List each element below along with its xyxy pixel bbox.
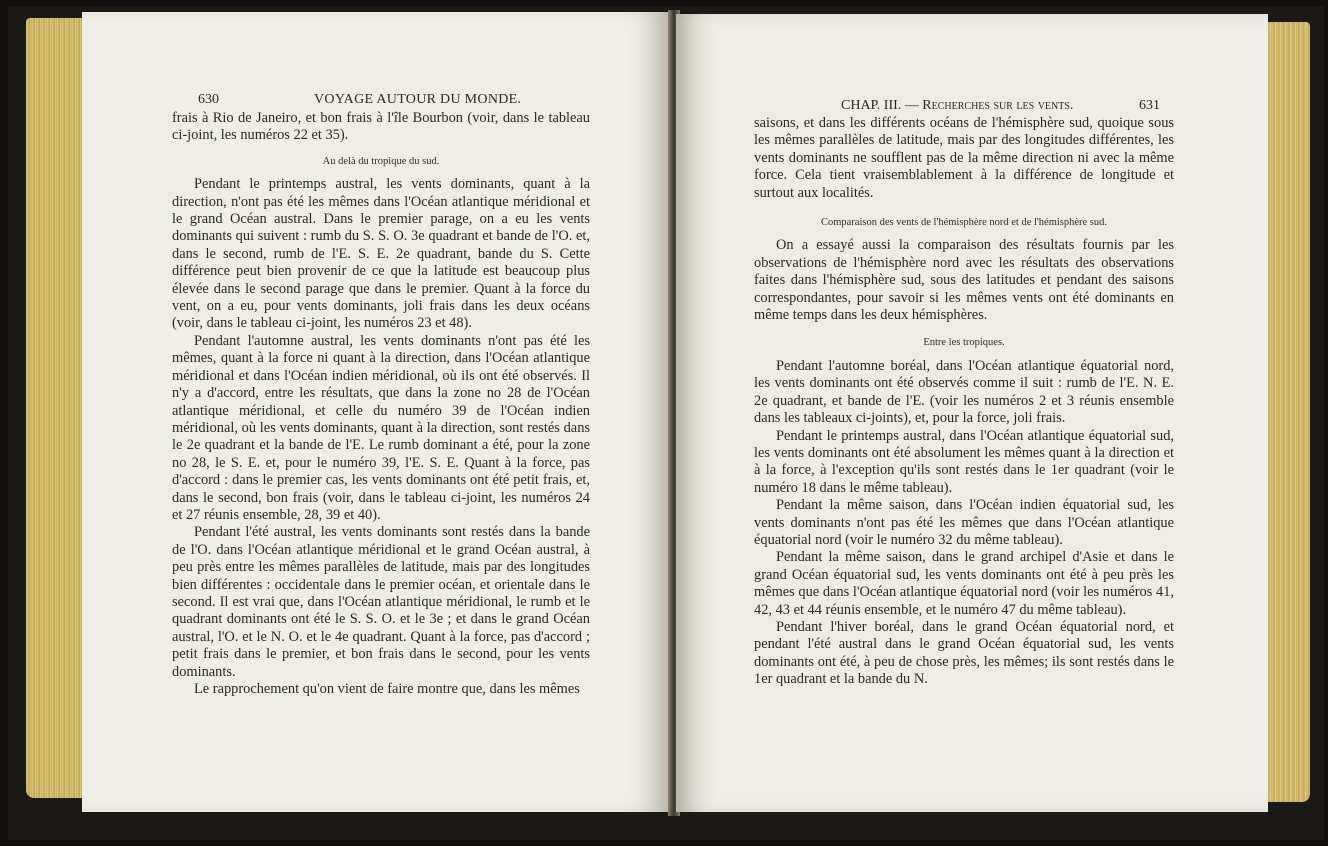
right-page (676, 14, 1268, 812)
left-page-number: 630 (198, 92, 219, 107)
right-paragraph: Pendant l'automne boréal, dans l'Océan atlantique équatorial nord, les vents dominants ont été observés comme il suit : rumb de l'E. N. E. 2e quadrant, et bande de l'E. (voir les numéros 2 et 3 réunis ensemble dans les tableaux ci-joints), et, pour la force, joli frais. (754, 357, 1174, 427)
left-paragraph: Pendant le printemps austral, les vents dominants, quant à la direction, n'ont pas été les mêmes dans l'Océan atlantique méridional et le grand Océan austral. Dans le premier parage, on a eu les vents dominants qui suivent : rumb du S. S. O. 3e quadrant et bande de l'O. et, dans le second, rumb de l'E. S. E. 2e quadrant, bande du S. Cette différence peut bien provenir de ce que la latitude est beaucoup plus élevée dans le second parage que dans le premier. Quant à la force du vent, on a eu, pour vents dominants, joli frais dans les deux océans (voir, dans le tableau ci-joint, les numéros 23 et 48). (172, 176, 590, 332)
right-page-number: 631 (1139, 98, 1160, 113)
right-running-head-prefix: CHAP. III. — (841, 98, 923, 113)
right-paragraph: Pendant l'hiver boréal, dans le grand Océan équatorial nord, et pendant l'été austral dans le grand Océan équatorial sud, les vents dominants ont été, à peu de chose près, les mêmes; ils sont restés dans le 1er quadrant et la bande du N. (754, 618, 1174, 688)
page-edges-right (1262, 22, 1310, 802)
right-paragraph: Pendant le printemps austral, dans l'Océan atlantique équatorial sud, les vents dominants ont été absolument les mêmes quant à la direction et à la force, à l'exception qu'ils sont restés dans le 1er quadrant (voir le numéro 18 dans le même tableau). (754, 427, 1174, 496)
left-paragraph: Le rapprochement qu'on vient de faire montre que, dans les mêmes (194, 681, 580, 697)
right-running-head-title: Recherches sur les vents. (922, 98, 1074, 113)
right-paragraph: Pendant la même saison, dans le grand archipel d'Asie et dans le grand Océan équatorial sud, les vents dominants ont été à peu près les mêmes que dans l'Océan atlantique équatorial nord (voir les numéros 41, 42, 43 et 44 réunis ensemble, et le numéro 47 du même tableau). (754, 549, 1174, 618)
left-subheading: Au delà du tropique du sud. (322, 155, 440, 167)
right-running-head (841, 98, 1073, 114)
right-body (754, 115, 1174, 689)
right-paragraph: On a essayé aussi la comparaison des résultats fournis par les observations de l'hémisphère nord avec les résultats des observations faites dans l'hémisphère sud, sous des latitudes et pendant des saisons correspondantes, pour savoir si les mêmes vents ont été dominants en même temps dans les deux hémisphères. (754, 237, 1174, 324)
left-running-head: VOYAGE AUTOUR DU MONDE. (314, 92, 522, 107)
left-intro: frais à Rio de Janeiro, et bon frais à l'île Bourbon (voir, dans le tableau ci-joint, les numéros 22 et 35). (172, 110, 590, 144)
right-intro: saisons, et dans les différents océans de l'hémisphère sud, quoique sous les mêmes parallèles de latitude, mais par des longitudes différentes, les vents dominants ne soufflent pas de la même direction ni avec la même force. Cela tient vraisemblablement à la différence de longitude et surtout aux localités. (754, 115, 1174, 201)
page-edges-left (26, 18, 84, 798)
left-paragraph: Pendant l'automne austral, les vents dominants n'ont pas été les mêmes, quant à la force ni quant à la direction, dans l'Océan atlantique méridional et dans l'Océan indien méridional, où ils ont été observés. Il n'y a d'accord, entre les résultats, que dans la zone no 28 de l'Océan atlantique méridional, et celle du numéro 39 de l'Océan indien méridional, où les vents dominants, quant à la direction, sont restés dans le 2e quadrant et la bande de l'E. Le rumb dominant a été, pour la zone no 28, le S. E. et, pour le numéro 39, l'E. S. E. Quant à la force, pas d'accord : dans le premier cas, les vents dominants ont été petit frais, et, dans le second, bon frais (voir, dans le tableau ci-joint, les numéros 24 et 27 réunis ensemble, 28, 39 et 40). (172, 332, 590, 523)
left-page (82, 12, 672, 812)
right-subheading-comparison: Comparaison des vents de l'hémisphère nord et de l'hémisphère sud. (820, 217, 1108, 229)
right-subheading-tropics: Entre les tropiques. (923, 337, 1005, 349)
left-paragraph: Pendant l'été austral, les vents dominants sont restés dans la bande de l'O. dans l'Océan atlantique méridional et le grand Océan austral, à peu près entre les mêmes parallèles de latitude, mais par des longitudes bien différentes : occidentale dans le premier océan, et orientale dans le second. Il est vrai que, dans l'Océan atlantique méridional, le rumb et le quadrant dominants ont été le S. S. O. et le 3e ; et dans le grand Océan austral, l'O. et le N. O. et le 4e quadrant. Quant à la force, pas d'accord ; petit frais dans le premier, et bon frais dans le second, pour les vents dominants. (172, 524, 590, 680)
right-paragraph: Pendant la même saison, dans l'Océan indien équatorial sud, les vents dominants n'ont pas été les mêmes que dans l'Océan atlantique équatorial nord (voir le numéro 32 du même tableau). (754, 497, 1174, 548)
left-body (172, 110, 590, 698)
